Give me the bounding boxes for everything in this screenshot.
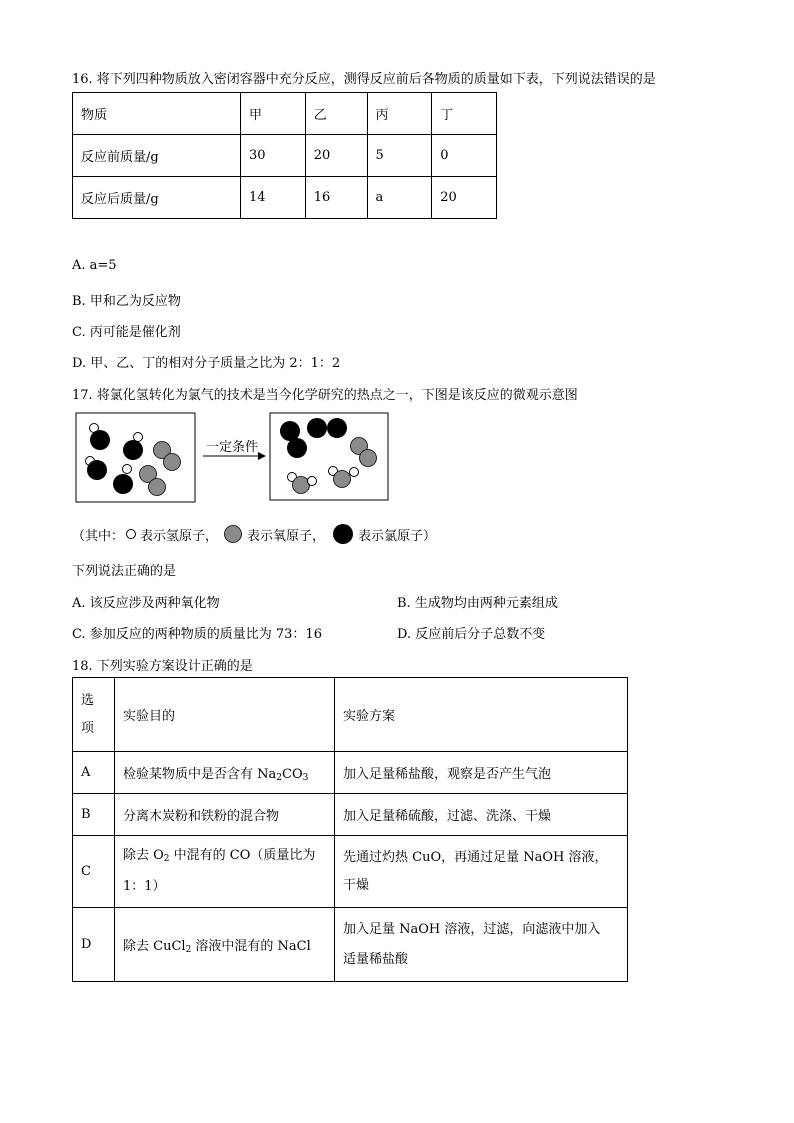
legend [72,522,436,546]
q17-stem: 17. 将氯化氢转化为氯气的技术是当今化学研究的热点之一，下图是该反应的微观示意图 [72,388,578,403]
q18-header-option [73,678,115,752]
hcl-molecule [90,424,111,451]
legend-o-label: 表示氧原子， [247,528,326,544]
q16-header-cell: 丙 [367,93,432,135]
q18-plan: 加入足量稀硫酸，过滤、洗涤、干燥 [335,794,628,836]
h2o-molecule [329,467,359,488]
q18-purpose-line: 除去 $O_2$ 中混有的 CO（质量比为 [123,848,316,864]
h2o-molecule [288,473,317,494]
q17-prompt: 下列说法正确的是 [72,564,177,579]
q18-purpose: 分离木炭粉和铁粉的混合物 [115,794,335,836]
q16-cell: 反应后质量/g [73,177,241,219]
q18-purpose: 检验某物质中是否含有 $Na_2CO_3$ [115,752,335,794]
hcl-molecule [123,433,143,461]
q18-purpose: 除去 CuCl$_2$ 溶液中混有的 NaCl [115,908,335,982]
q16-cell: 14 [241,177,306,219]
chlorine-atom-icon [331,522,355,546]
table-row [73,177,497,219]
hydrogen-atom-icon [124,527,138,541]
q18-header-option-label: 选项 [81,692,95,736]
q16-option-b: B. 甲和乙为反应物 [72,294,181,309]
q18-label: A [73,752,115,794]
q18-label: C [73,836,115,908]
q16-cell: a [367,177,432,219]
table-row [73,908,628,982]
q16-cell: 5 [367,135,432,177]
q16-header-cell: 物质 [73,93,241,135]
q18-plan-line: 适量稀盐酸 [343,951,409,967]
q16-cell: 20 [432,177,497,219]
q18-stem: 18. 下列实验方案设计正确的是 [72,659,253,674]
table-row [73,794,628,836]
q16-option-a: A. a=5 [72,258,117,273]
q16-header-cell: 乙 [305,93,367,135]
o2-molecule [154,442,181,471]
o2-molecule [351,438,377,467]
cl2-molecule [280,421,307,458]
q18-purpose [115,836,335,908]
q16-cell: 30 [241,135,306,177]
q18-label: B [73,794,115,836]
cl2-molecule [307,418,347,438]
hcl-molecule [113,465,133,495]
q18-header-purpose: 实验目的 [115,678,335,752]
q17-option-a: A. 该反应涉及两种氧化物 [72,596,220,611]
hcl-molecule [86,457,108,481]
q18-table [72,677,628,982]
table-row [73,752,628,794]
q16-cell: 反应前质量/g [73,135,241,177]
arrowhead-icon [258,452,266,460]
legend-open: （其中： [72,528,125,544]
q16-table [72,92,497,219]
q16-option-d: D. 甲、乙、丁的相对分子质量之比为 2：1：2 [72,356,341,371]
q16-cell: 0 [432,135,497,177]
q16-stem: 16. 将下列四种物质放入密闭容器中充分反应，测得反应前后各物质的质量如下表，下列说法错误的是 [72,72,656,87]
q18-purpose-line: 1：1） [123,879,166,894]
q16-cell: 16 [305,177,367,219]
oxygen-atom-icon [222,523,244,545]
q16-header-cell: 丁 [432,93,497,135]
q18-label: D [73,908,115,982]
q16-cell: 20 [305,135,367,177]
q17-option-c: C. 参加反应的两种物质的质量比为 73：16 [72,627,322,642]
q18-header-plan: 实验方案 [335,678,628,752]
q18-plan-line: 干燥 [343,877,370,893]
q17-option-b: B. 生成物均由两种元素组成 [397,596,558,611]
q18-plan [335,908,628,982]
q18-plan-line: 先通过灼热 CuO，再通过足量 NaOH 溶液， [343,849,608,865]
q16-option-c: C. 丙可能是催化剂 [72,325,181,340]
legend-cl-label: 表示氯原子） [358,528,437,544]
o2-molecule [140,466,166,496]
arrow-label: 一定条件 [206,440,259,455]
legend-h-label: 表示氢原子， [140,528,219,544]
q16-header-cell: 甲 [241,93,306,135]
reaction-diagram [70,408,400,506]
q18-plan [335,836,628,908]
table-row [73,135,497,177]
q18-plan: 加入足量稀盐酸，观察是否产生气泡 [335,752,628,794]
q17-option-d: D. 反应前后分子总数不变 [397,627,546,642]
table-row [73,836,628,908]
q18-plan-line: 加入足量 NaOH 溶液，过滤，向滤液中加入 [343,921,601,937]
